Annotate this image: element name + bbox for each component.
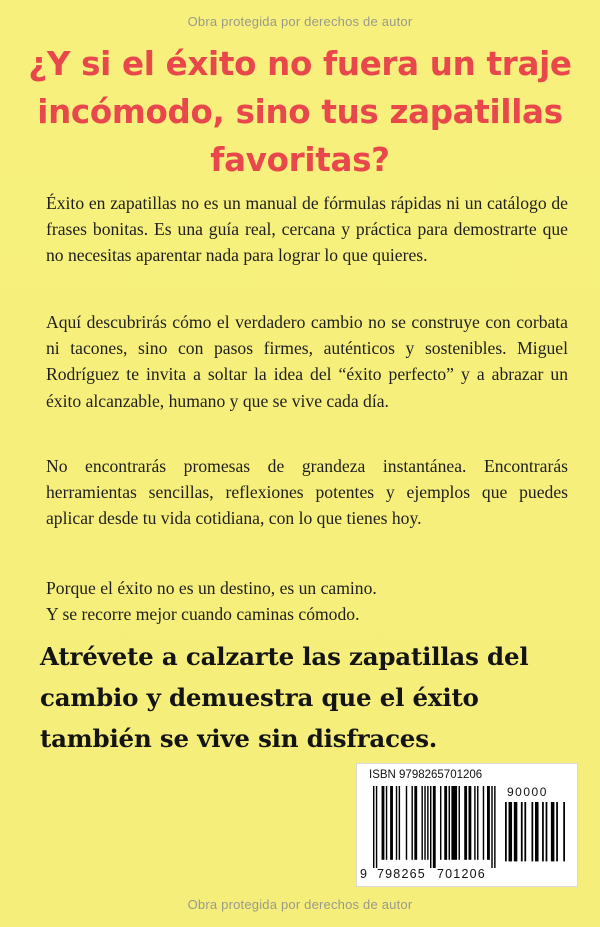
closing-lines (46, 575, 568, 627)
headline: ¿Y si el éxito no fuera un traje incómodo, sino tus zapatillas favoritas? (28, 45, 572, 179)
copyright-watermark-bottom: Obra protegida por derechos de autor (187, 897, 413, 912)
barcode-digits-right: 701206 (437, 867, 486, 881)
blurb-paragraph-2: Aquí descubrirás cómo el verdadero cambio no se construye con corbata ni tacones, sino con pasos firmes, auténticos y sostenibles. Miguel Rodríguez te invita a soltar la idea del “éxito perfecto” y a abrazar un éxito alcanzable, humano y que se vive cada día. (46, 312, 568, 411)
closing-line-1: Porque el éxito no es un destino, es un camino. (46, 578, 377, 598)
isbn-label: ISBN 9798265701206 (369, 769, 483, 781)
barcode-bars-icon (373, 786, 497, 868)
addon-barcode-bars-icon (505, 802, 565, 868)
barcode-digit-first: 9 (360, 867, 369, 881)
copyright-watermark-top: Obra protegida por derechos de autor (187, 14, 413, 29)
closing-line-2: Y se recorre mejor cuando caminas cómodo. (46, 604, 360, 625)
barcode-digits-left: 798265 (377, 867, 426, 881)
isbn-barcode (356, 763, 578, 887)
blurb-paragraph-1: Éxito en zapatillas no es un manual de fórmulas rápidas ni un catálogo de frases bonitas. Es una guía real, cercana y práctica para demostrarte que no necesitas aparentar nada para lograr lo que quieres. (46, 193, 568, 266)
call-to-action: Atrévete a calzarte las zapatillas del cambio y demuestra que el éxito también se vive sin disfraces. (40, 642, 529, 753)
addon-code: 90000 (507, 785, 548, 799)
blurb-paragraph-3: No encontrarás promesas de grandeza instantánea. Encontrarás herramientas sencillas, reflexiones potentes y ejemplos que puedes aplicar desde tu vida cotidiana, con lo que tienes hoy. (46, 456, 568, 529)
